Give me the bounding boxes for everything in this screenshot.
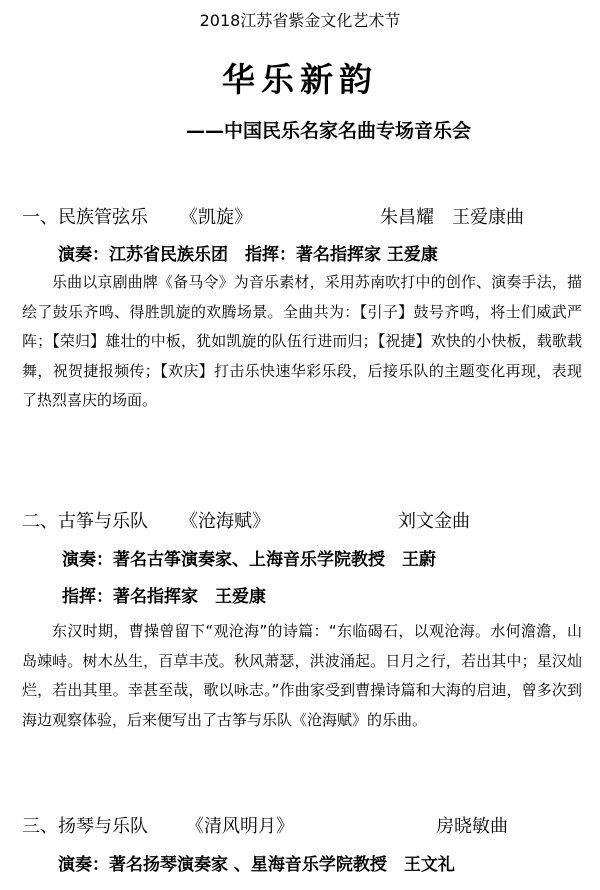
composer: 刘文金曲 [398,511,470,532]
festival-name: 2018江苏省紫金文化艺术节 [199,11,401,30]
piece-description: 乐曲以京剧曲牌《备马令》为音乐素材，采用苏南吹打中的创作、演奏手法，描绘了鼓乐齐鸣、得胜凯旋的欢腾场景。全曲共为：【引子】鼓号齐鸣，将士们威武严阵；【荣归】雄壮的中板，犹如凯旋的队伍行进而归；【祝捷】欢快的小快板，载歌载舞，祝贺捷报频传；【欢庆】打击乐快速华彩乐段，后接乐队的主题变化再现，表现了热烈喜庆的场面。 [22,273,582,409]
composer: 朱昌耀 王爱康曲 [380,207,524,228]
section-2-heading-row [0,507,600,531]
performer-line: 演奏：著名古筝演奏家、上海音乐学院教授 王蔚 [62,550,436,570]
conductor-line: 指挥：著名指挥家 王爱康 [62,587,266,607]
composer: 房晓敏曲 [436,816,508,837]
concert-title: 华乐新韵 [222,60,378,99]
piece-title: 《凯旋》 [180,207,252,228]
concert-subtitle: ——中国民乐名家名曲专场音乐会 [186,120,472,142]
section-heading: 三、扬琴与乐队 [22,816,148,837]
section-3-heading-row [0,812,600,836]
section-1-heading-row [0,203,600,227]
piece-title: 《清风明月》 [186,816,294,837]
section-heading: 一、民族管弦乐 [22,207,148,228]
performer-line: 演奏：著名扬琴演奏家 、星海音乐学院教授 王文礼 [58,855,455,875]
performer-line: 演奏：江苏省民族乐团 指挥：著名指挥家 王爱康 [58,245,438,265]
section-heading: 二、古筝与乐队 [22,511,148,532]
piece-title: 《沧海赋》 [180,511,270,532]
piece-description: 东汉时期，曹操曾留下“观沧海”的诗篇：“东临碣石，以观沧海。水何澹澹，山岛竦峙。树木丛生，百草丰茂。秋风萧瑟，洪波涌起。日月之行，若出其中；星汉灿烂，若出其里。幸甚至哉，歌以咏志。”作曲家受到曹操诗篇和大海的启迪，曾多次到海边观察体验，后来便写出了古筝与乐队《沧海赋》的乐曲。 [22,622,582,729]
